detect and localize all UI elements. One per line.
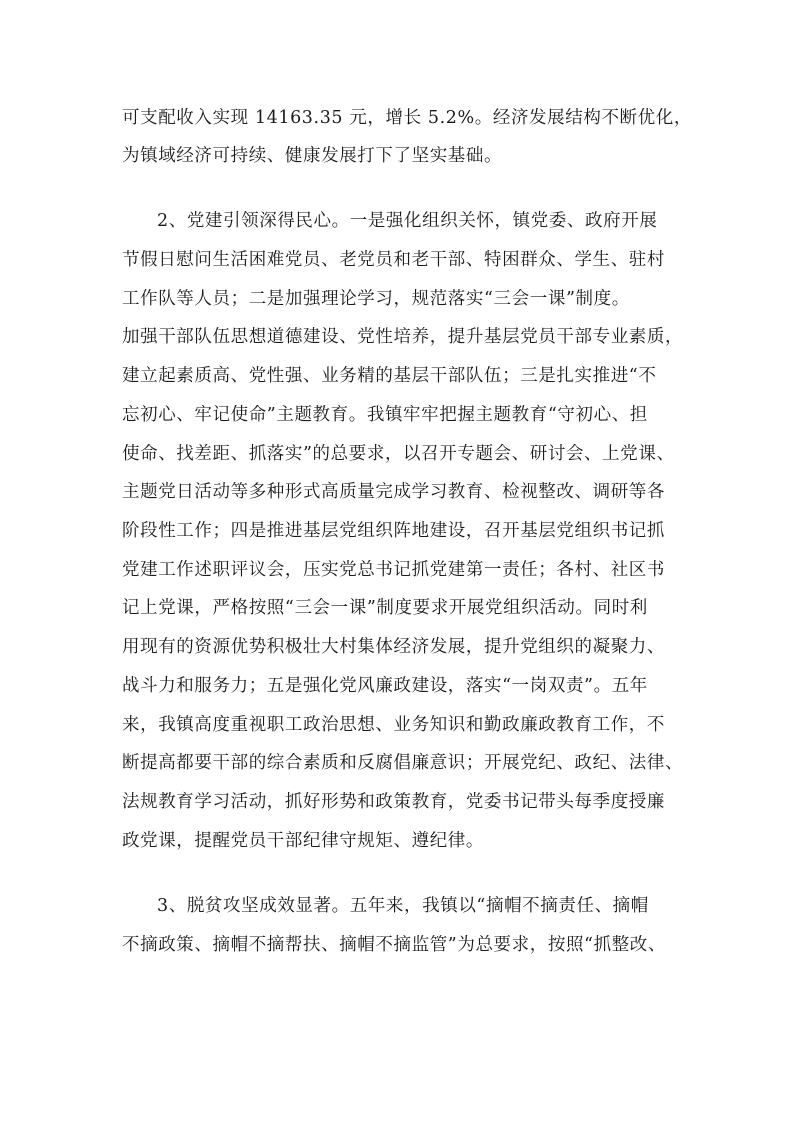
- text-line: 建立起素质高、党性强、业务精的基层干部队伍；三是扎实推进“不: [122, 366, 657, 386]
- text-line: 不摘政策、摘帽不摘帮扶、摘帽不摘监管”为总要求，按照“抓整改、: [122, 935, 666, 955]
- text-line: 2、党建引领深得民心。一是强化组织关怀，镇党委、政府开展: [157, 211, 658, 231]
- text-line: 断提高都要干部的综合素质和反腐倡廉意识；开展党纪、政纪、法律、: [122, 753, 684, 773]
- text-line: 为镇域经济可持续、健康发展打下了坚实基础。: [122, 146, 503, 166]
- text-line: 战斗力和服务力；五是强化党风廉政建设，落实“一岗双责”。五年: [122, 676, 648, 696]
- text-line: 来，我镇高度重视职工政治思想、业务知识和勤政廉政教育工作，不: [122, 715, 665, 735]
- text-line: 阶段性工作；四是推进基层党组织阵地建设，召开基层党组织书记抓: [122, 521, 665, 541]
- text-line: 法规教育学习活动，抓好形势和政策教育，党委书记带头每季度授廉: [122, 792, 665, 812]
- text-line: 节假日慰问生活困难党员、老党员和老干部、特困群众、学生、驻村: [122, 250, 665, 270]
- text-line: 主题党日活动等多种形式高质量完成学习教育、检视整改、调研等各: [122, 482, 665, 502]
- text-line: 使命、找差距、抓落实”的总要求，以召开专题会、研讨会、上党课、: [122, 444, 675, 464]
- text-line: 用现有的资源优势积极壮大村集体经济发展，提升党组织的凝聚力、: [122, 637, 665, 657]
- text-line: 可支配收入实现 14163.35 元，增长 5.2%。经济发展结构不断优化，: [122, 108, 692, 128]
- text-line: 工作队等人员；二是加强理论学习，规范落实“三会一课”制度。: [122, 289, 630, 309]
- text-line: 3、脱贫攻坚成效显著。五年来，我镇以“摘帽不摘责任、摘帽: [157, 896, 649, 916]
- text-line: 党建工作述职评议会，压实党总书记抓党建第一责任；各村、社区书: [122, 560, 665, 580]
- text-line: 加强干部队伍思想道德建设、党性培养，提升基层党员干部专业素质，: [122, 327, 684, 347]
- text-line: 忘初心、牢记使命”主题教育。我镇牢牢把握主题教育“守初心、担: [122, 405, 648, 425]
- text-line: 政党课，提醒党员干部纪律守规矩、遵纪律。: [122, 831, 484, 851]
- text-line: 记上党课，严格按照“三会一课”制度要求开展党组织活动。同时利: [122, 598, 648, 618]
